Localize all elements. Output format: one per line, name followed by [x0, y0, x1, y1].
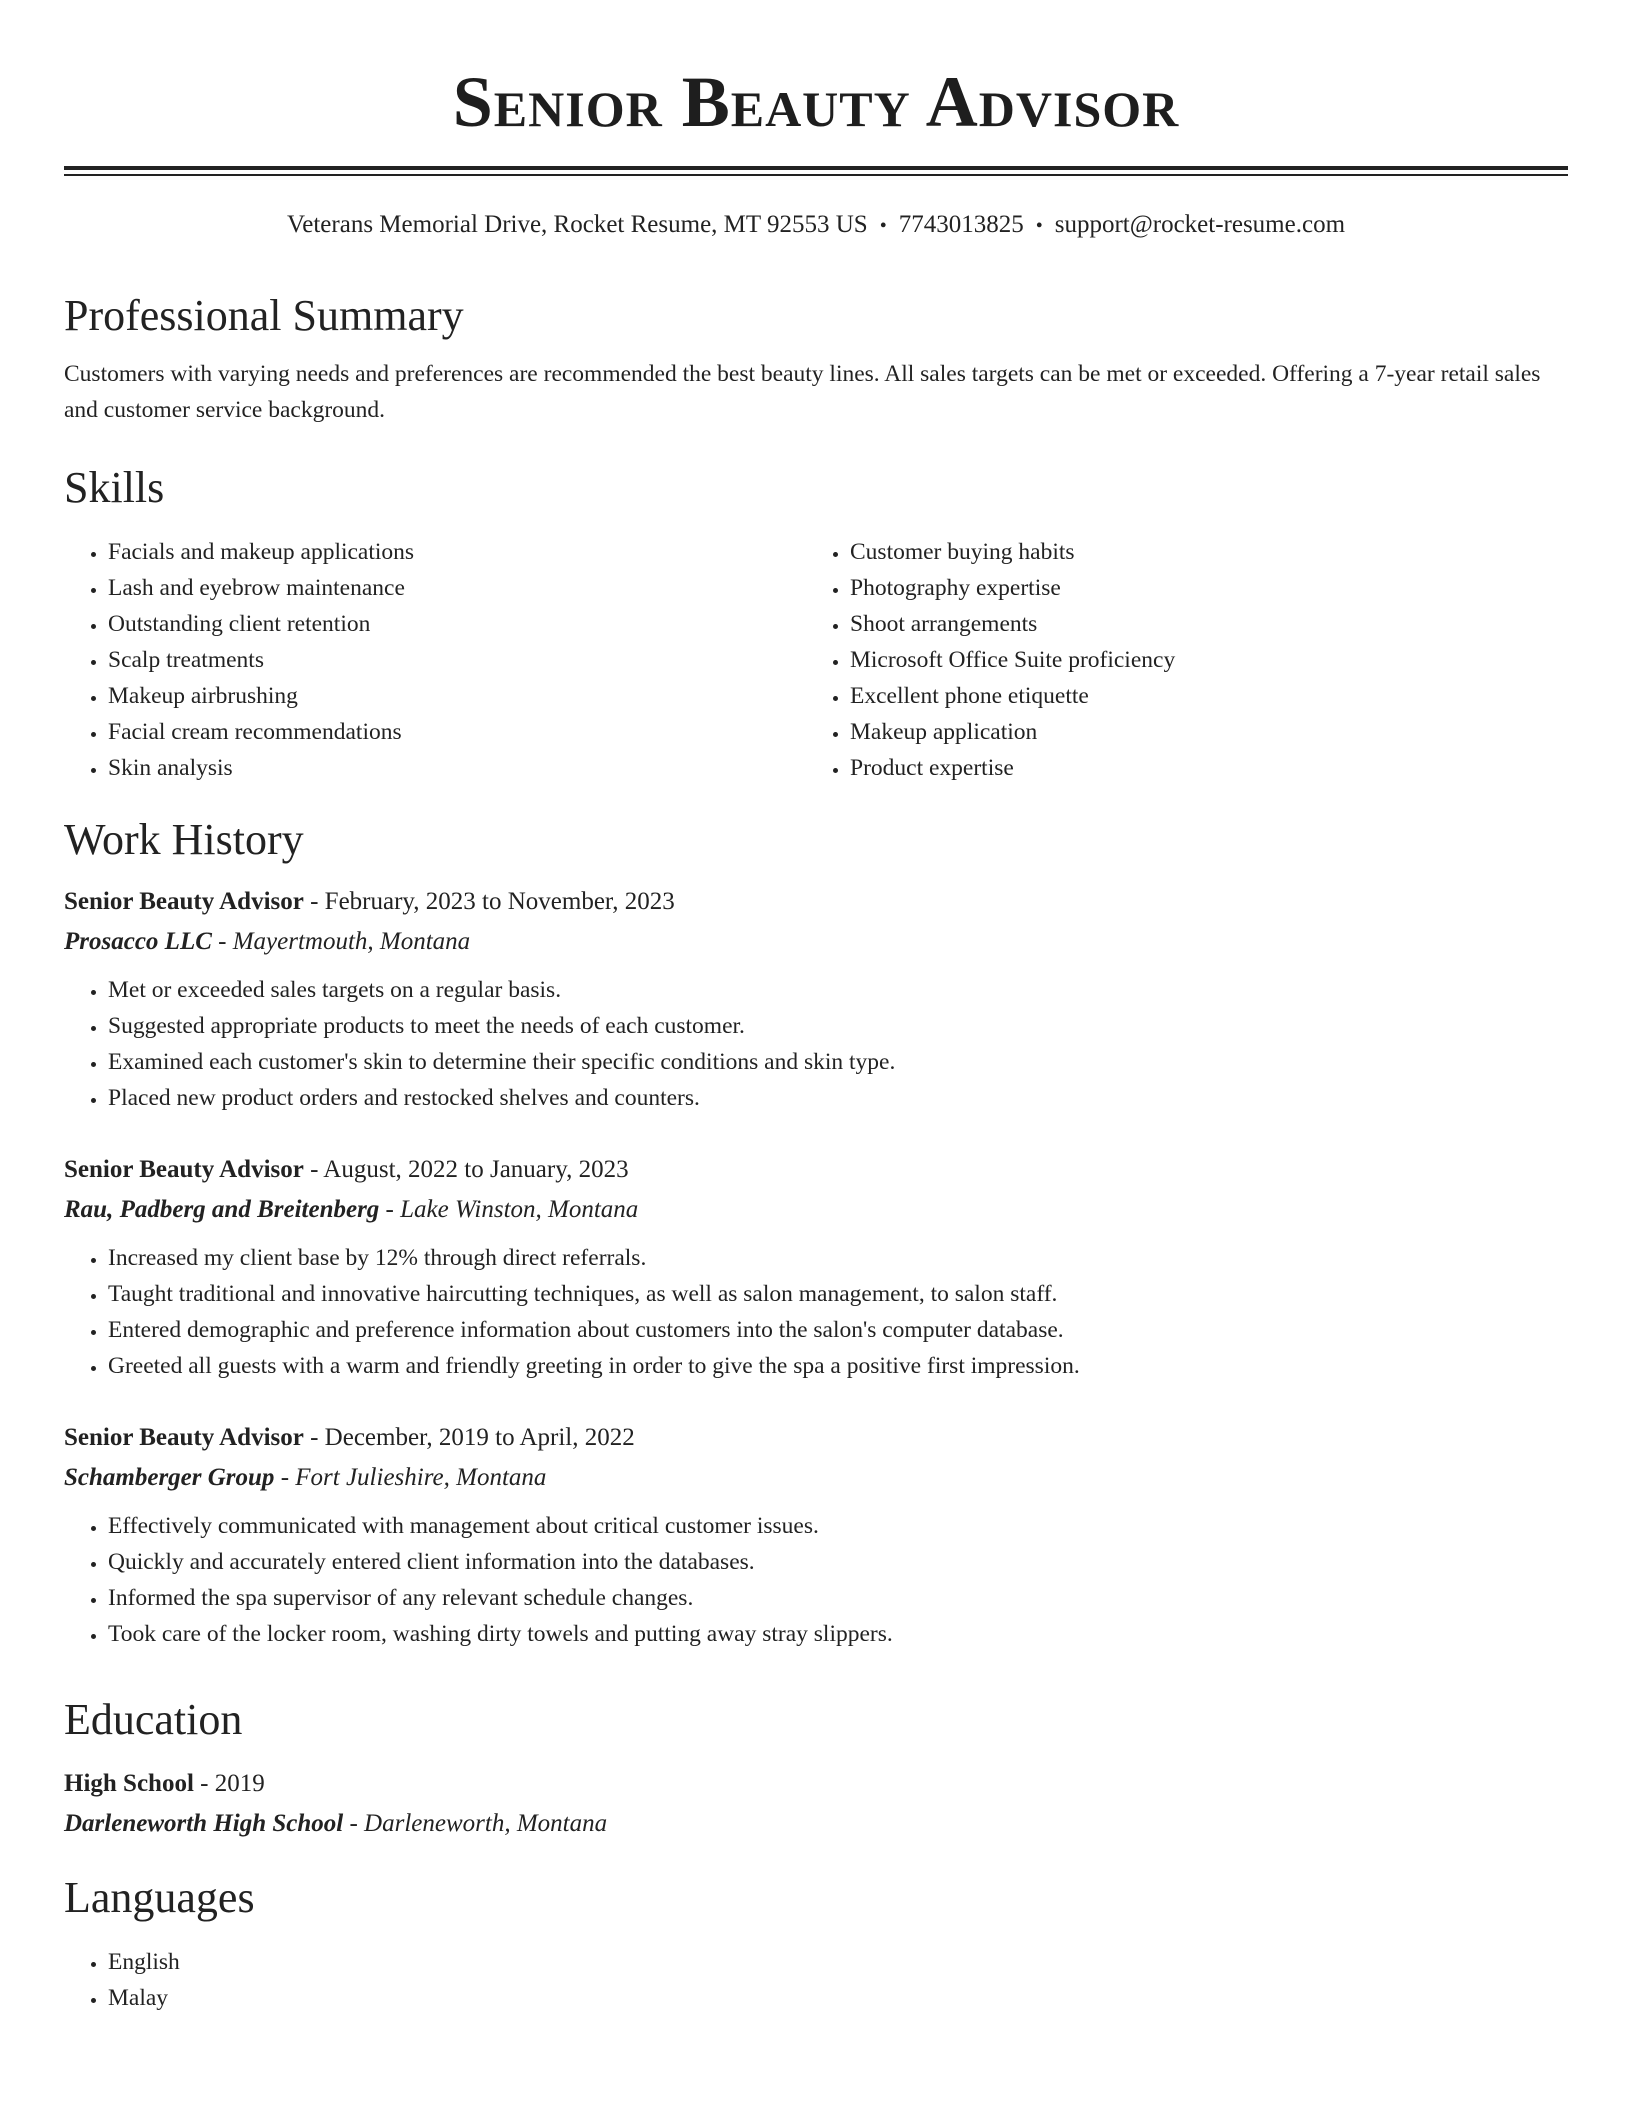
job-heading: [64, 884, 1568, 920]
job-company: Rau, Padberg and Breitenberg: [64, 1196, 380, 1223]
job-duty: • Quickly and accurately entered client information into the databases.: [108, 1544, 1568, 1580]
skill-item: • Facials and makeup applications: [108, 534, 414, 570]
contact-separator: •: [879, 215, 887, 237]
job-dates: - August, 2022 to January, 2023: [303, 1156, 629, 1183]
job-duties-list: [64, 1508, 1568, 1652]
resume-header: [64, 0, 1568, 241]
education-section: [64, 1694, 1568, 1842]
job-dates: - February, 2023 to November, 2023: [303, 888, 675, 915]
section-title-education: Education: [64, 1695, 243, 1744]
job-duty: • Effectively communicated with management about critical customer issues.: [108, 1508, 1568, 1544]
job-duty: • Informed the spa supervisor of any relevant schedule changes.: [108, 1580, 1568, 1616]
job-entry: [64, 1420, 1568, 1652]
job-employer: [64, 1192, 1568, 1228]
education-heading: [64, 1766, 1568, 1802]
contact-email: support@rocket-resume.com: [1054, 211, 1346, 238]
job-heading: [64, 1152, 1568, 1188]
language-item: • Malay: [108, 1980, 1568, 2016]
section-title-work-history: Work History: [64, 815, 304, 864]
languages-list: [64, 1944, 1568, 2016]
candidate-name: Senior Beauty Advisor: [452, 62, 1180, 142]
job-employer: [64, 1460, 1568, 1496]
job-title: Senior Beauty Advisor: [64, 1156, 304, 1183]
skill-item: • Shoot arrangements: [850, 606, 1175, 642]
job-duty: • Entered demographic and preference information about customers into the salon's computer database.: [108, 1312, 1568, 1348]
job-location: - Mayertmouth, Montana: [211, 928, 471, 955]
skills-section: [64, 462, 1568, 784]
job-company: Prosacco LLC: [64, 928, 212, 955]
section-title-skills: Skills: [64, 463, 165, 512]
skills-columns: [64, 534, 1568, 784]
job-duties-list: [64, 972, 1568, 1116]
contact-phone: 7743013825: [898, 211, 1024, 238]
skill-item: • Makeup airbrushing: [108, 678, 414, 714]
job-duty: • Increased my client base by 12% through direct referrals.: [108, 1240, 1568, 1276]
education-year: - 2019: [193, 1770, 265, 1797]
skills-list-right: [806, 534, 1175, 786]
skill-item: • Excellent phone etiquette: [850, 678, 1175, 714]
section-title-languages: Languages: [64, 1873, 255, 1922]
skill-item: • Facial cream recommendations: [108, 714, 414, 750]
job-location: - Fort Julieshire, Montana: [274, 1464, 547, 1491]
skill-item: • Product expertise: [850, 750, 1175, 786]
job-duty: • Suggested appropriate products to meet the needs of each customer.: [108, 1008, 1568, 1044]
summary-text: Customers with varying needs and preferences are recommended the best beauty lines. All sales targets can be met or exceeded. Offering a 7-year retail sales and customer service background.: [64, 361, 1541, 423]
job-title: Senior Beauty Advisor: [64, 888, 304, 915]
languages-section: [64, 1872, 1568, 2016]
education-location: - Darleneworth, Montana: [343, 1810, 608, 1837]
job-employer: [64, 924, 1568, 960]
contact-address: Veterans Memorial Drive, Rocket Resume, MT 92553 US: [286, 211, 868, 238]
job-dates: - December, 2019 to April, 2022: [303, 1424, 635, 1451]
job-duty: • Placed new product orders and restocked shelves and counters.: [108, 1080, 1568, 1116]
skill-item: • Microsoft Office Suite proficiency: [850, 642, 1175, 678]
summary-section: [64, 290, 1568, 428]
skill-item: • Lash and eyebrow maintenance: [108, 570, 414, 606]
education-school-line: [64, 1806, 1568, 1842]
job-company: Schamberger Group: [64, 1464, 275, 1491]
header-divider-thin: [64, 174, 1568, 176]
skill-item: • Makeup application: [850, 714, 1175, 750]
education-school: Darleneworth High School: [64, 1810, 344, 1837]
skill-item: • Photography expertise: [850, 570, 1175, 606]
section-title-summary: Professional Summary: [64, 291, 464, 340]
job-title: Senior Beauty Advisor: [64, 1424, 304, 1451]
header-divider-thick: [64, 166, 1568, 170]
job-duty: • Met or exceeded sales targets on a regular basis.: [108, 972, 1568, 1008]
skill-item: • Scalp treatments: [108, 642, 414, 678]
work-history-section: [64, 814, 1568, 866]
contact-line: [64, 210, 1568, 241]
job-duty: • Examined each customer's skin to determine their specific conditions and skin type.: [108, 1044, 1568, 1080]
job-heading: [64, 1420, 1568, 1456]
skill-item: • Outstanding client retention: [108, 606, 414, 642]
job-duty: • Taught traditional and innovative haircutting techniques, as well as salon management, to salon staff.: [108, 1276, 1568, 1312]
education-degree: High School: [64, 1770, 194, 1797]
skill-item: • Skin analysis: [108, 750, 414, 786]
job-location: - Lake Winston, Montana: [379, 1196, 639, 1223]
language-item: • English: [108, 1944, 1568, 1980]
job-entry: [64, 884, 1568, 1116]
contact-separator: •: [1035, 215, 1043, 237]
job-duties-list: [64, 1240, 1568, 1384]
job-duty: • Greeted all guests with a warm and friendly greeting in order to give the spa a positive first impression.: [108, 1348, 1568, 1384]
skills-list-left: [64, 534, 414, 786]
job-duty: • Took care of the locker room, washing dirty towels and putting away stray slippers.: [108, 1616, 1568, 1652]
skill-item: • Customer buying habits: [850, 534, 1175, 570]
job-entry: [64, 1152, 1568, 1384]
